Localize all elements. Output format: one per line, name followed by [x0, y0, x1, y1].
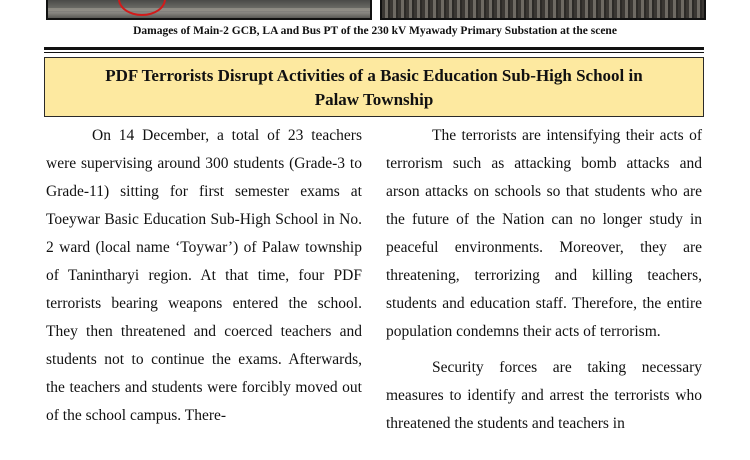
- substation-damage-photo-right: [380, 0, 706, 20]
- photo-strip: [44, 0, 706, 22]
- section-divider-thin: [44, 52, 704, 53]
- photo-caption: Damages of Main-2 GCB, LA and Bus PT of the 230 kV Myawady Primary Substation at the scene: [133, 25, 617, 37]
- paragraph: Security forces are taking necessary measures to identify and arrest the terrorists who threatened the students and teachers in: [386, 359, 702, 432]
- article-headline: [44, 57, 704, 117]
- headline-line-2: Palaw Township: [314, 90, 434, 109]
- photo-detail: [48, 8, 370, 11]
- paragraph: The terrorists are intensifying their acts of terrorism such as attacking bomb attacks and arson attacks on schools so that students who are the future of the Nation can no longer study in peaceful environments. Moreover, they are threatening, terrorizing and killing teachers, students and education staff. Therefore, the entire population condemns their acts of terrorism.: [386, 127, 702, 340]
- article-column-left: [46, 122, 362, 430]
- section-divider-thick: [44, 47, 704, 50]
- paragraph: On 14 December, a total of 23 teachers were supervising around 300 students (Grade-3 to Grade-11) sitting for first semester exams at Toeywar Basic Education Sub-High School in No. 2 ward (local name ‘Toywar’) of Palaw township of Tanintharyi region. At that time, four PDF terrorists bearing weapons entered the school. They then threatened and coerced teachers and students not to continue the exams. Afterwards, the teachers and students were forcibly moved out of the school campus. There-: [46, 127, 362, 424]
- substation-damage-photo-left: [46, 0, 372, 20]
- red-circle-marker: [118, 0, 166, 16]
- article-column-right: [386, 122, 702, 438]
- headline-line-1: PDF Terrorists Disrupt Activities of a Basic Education Sub-High School in: [105, 66, 643, 85]
